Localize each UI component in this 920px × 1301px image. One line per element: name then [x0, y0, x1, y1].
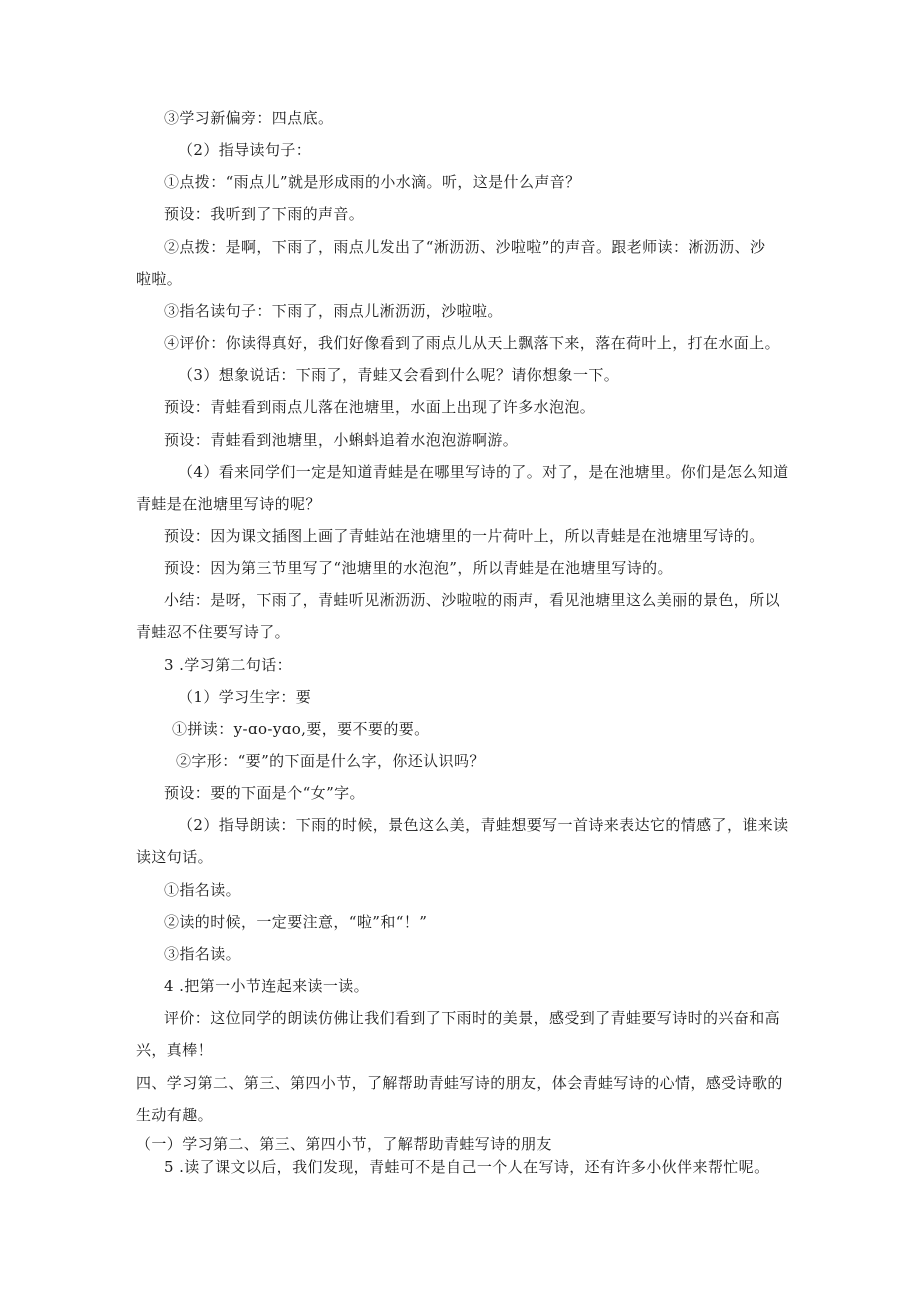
text-line: 生动有趣。	[136, 1106, 214, 1124]
text-line: 兴，真棒！	[136, 1041, 214, 1059]
text-line: 评价：这位同学的朗读仿佛让我们看到了下雨时的美景，感受到了青蛙要写诗时的兴奋和高	[164, 1009, 781, 1027]
text-line: （2）指导读句子：	[178, 141, 312, 159]
text-line: ③指名读。	[164, 945, 242, 963]
text-line: 预设：因为课文插图上画了青蛙站在池塘里的一片荷叶上，所以青蛙是在池塘里写诗的。	[164, 527, 765, 545]
text-line: 4 .把第一小节连起来读一读。	[164, 977, 370, 995]
text-line: ③指名读句子：下雨了，雨点儿淅沥沥，沙啦啦。	[164, 302, 503, 320]
text-line: ④评价：你读得真好，我们好像看到了雨点儿从天上飘落下来，落在荷叶上，打在水面上。	[164, 334, 781, 352]
text-line: （4）看来同学们一定是知道青蛙是在哪里写诗的了。对了，是在池塘里。你们是怎么知道	[178, 463, 789, 481]
text-line: （2）指导朗读：下雨的时候，景色这么美，青蛙想要写一首诗来表达它的情感了，谁来读	[178, 816, 789, 834]
text-line: 预设：青蛙看到雨点儿落在池塘里，水面上出现了许多水泡泡。	[164, 398, 596, 416]
text-line: （一）学习第二、第三、第四小节，了解帮助青蛙写诗的朋友	[136, 1135, 552, 1153]
text-line: 预设：我听到了下雨的声音。	[164, 205, 365, 223]
text-line: ②读的时候，一定要注意，“啦”和“！”	[164, 913, 428, 931]
text-line: （3）想象说话：下雨了，青蛙又会看到什么呢？请你想象一下。	[178, 366, 620, 384]
text-line: 预设：青蛙看到池塘里，小蝌蚪追着水泡泡游啊游。	[164, 431, 519, 449]
text-line: 读这句话。	[136, 848, 214, 866]
text-line: （1）学习生字：要	[178, 688, 312, 706]
text-line: 啦啦。	[136, 270, 183, 288]
text-line: ①拼读：y-ɑo-yɑo,要，要不要的要。	[172, 720, 430, 738]
text-line: ③学习新偏旁：四点底。	[164, 109, 334, 127]
text-line: 青蛙忍不住要写诗了。	[136, 623, 291, 641]
text-line: 四、学习第二、第三、第四小节，了解帮助青蛙写诗的朋友，体会青蛙写诗的心情，感受诗歌的	[136, 1074, 783, 1092]
text-line: 预设：因为第三节里写了“池塘里的水泡泡”，所以青蛙是在池塘里写诗的。	[164, 559, 673, 577]
text-line: 青蛙是在池塘里写诗的呢？	[136, 495, 321, 513]
text-line: 小结：是呀，下雨了，青蛙听见淅沥沥、沙啦啦的雨声，看见池塘里这么美丽的景色，所以	[164, 591, 781, 609]
text-line: 5 .读了课文以后，我们发现，青蛙可不是自己一个人在写诗，还有许多小伙伴来帮忙呢。	[164, 1158, 770, 1176]
text-line: 3 .学习第二句话：	[164, 656, 293, 674]
text-line: ①指名读。	[164, 881, 242, 899]
text-line: ②点拨：是啊，下雨了，雨点儿发出了“淅沥沥、沙啦啦”的声音。跟老师读：淅沥沥、沙	[164, 238, 766, 256]
text-line: ①点拨：“雨点儿”就是形成雨的小水滴。听，这是什么声音？	[164, 173, 581, 191]
text-line: 预设：要的下面是个“女”字。	[164, 784, 365, 802]
text-line: ②字形：“要”的下面是什么字，你还认识吗？	[176, 752, 485, 770]
